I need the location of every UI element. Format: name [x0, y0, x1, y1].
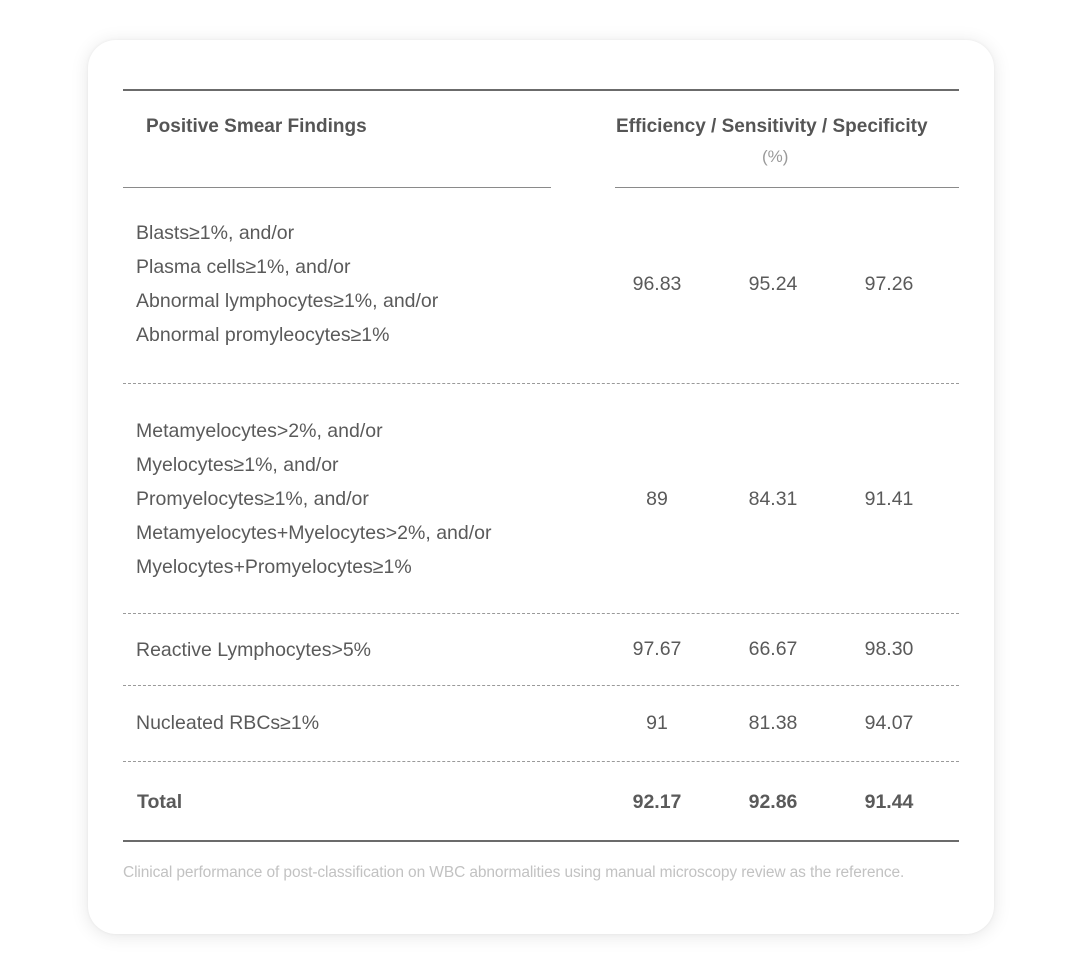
header-unit-label: (%) — [762, 147, 789, 166]
row-divider — [123, 383, 959, 384]
finding-line: Abnormal promyleocytes≥1% — [136, 324, 390, 346]
header-rule-right — [615, 187, 959, 188]
row-3-efficiency: 97.67 — [632, 638, 682, 660]
finding-line: Abnormal lymphocytes≥1%, and/or — [136, 290, 439, 312]
row-1-specificity: 97.26 — [864, 273, 914, 295]
finding-line: Metamyelocytes+Myelocytes>2%, and/or — [136, 522, 492, 544]
table-row-3-findings — [136, 633, 371, 667]
table-top-rule — [123, 89, 959, 91]
table-caption: Clinical performance of post-classification on WBC abnormalities using manual microscopy review as the reference. — [123, 864, 905, 881]
row-1-sensitivity: 95.24 — [748, 273, 798, 295]
finding-line: Metamyelocytes>2%, and/or — [136, 420, 383, 442]
total-specificity: 91.44 — [864, 791, 914, 813]
finding-line: Blasts≥1%, and/or — [136, 222, 295, 244]
header-metrics-label: Efficiency / Sensitivity / Specificity — [616, 116, 928, 137]
row-2-efficiency: 89 — [646, 488, 668, 510]
total-sensitivity: 92.86 — [748, 791, 798, 813]
total-efficiency: 92.17 — [632, 791, 682, 813]
row-divider — [123, 613, 959, 614]
finding-line: Myelocytes≥1%, and/or — [136, 454, 339, 476]
finding-line: Plasma cells≥1%, and/or — [136, 256, 351, 278]
table-row-4-findings — [136, 706, 319, 740]
header-rule-left — [123, 187, 551, 188]
table-bottom-rule — [123, 840, 959, 842]
header-findings-label: Positive Smear Findings — [146, 116, 367, 137]
row-1-efficiency: 96.83 — [632, 273, 682, 295]
finding-line: Promyelocytes≥1%, and/or — [136, 488, 369, 510]
row-divider — [123, 761, 959, 762]
row-4-efficiency: 91 — [646, 712, 668, 734]
row-4-specificity: 94.07 — [864, 712, 914, 734]
finding-line: Myelocytes+Promyelocytes≥1% — [136, 556, 412, 578]
row-2-sensitivity: 84.31 — [748, 488, 798, 510]
row-3-specificity: 98.30 — [864, 638, 914, 660]
row-2-specificity: 91.41 — [864, 488, 914, 510]
table-row-2-findings — [136, 414, 492, 584]
finding-line: Reactive Lymphocytes>5% — [136, 639, 372, 661]
table-row-1-findings — [136, 216, 438, 352]
row-3-sensitivity: 66.67 — [748, 638, 798, 660]
row-4-sensitivity: 81.38 — [748, 712, 798, 734]
row-divider — [123, 685, 959, 686]
total-label: Total — [137, 791, 183, 813]
finding-line: Nucleated RBCs≥1% — [136, 712, 320, 734]
